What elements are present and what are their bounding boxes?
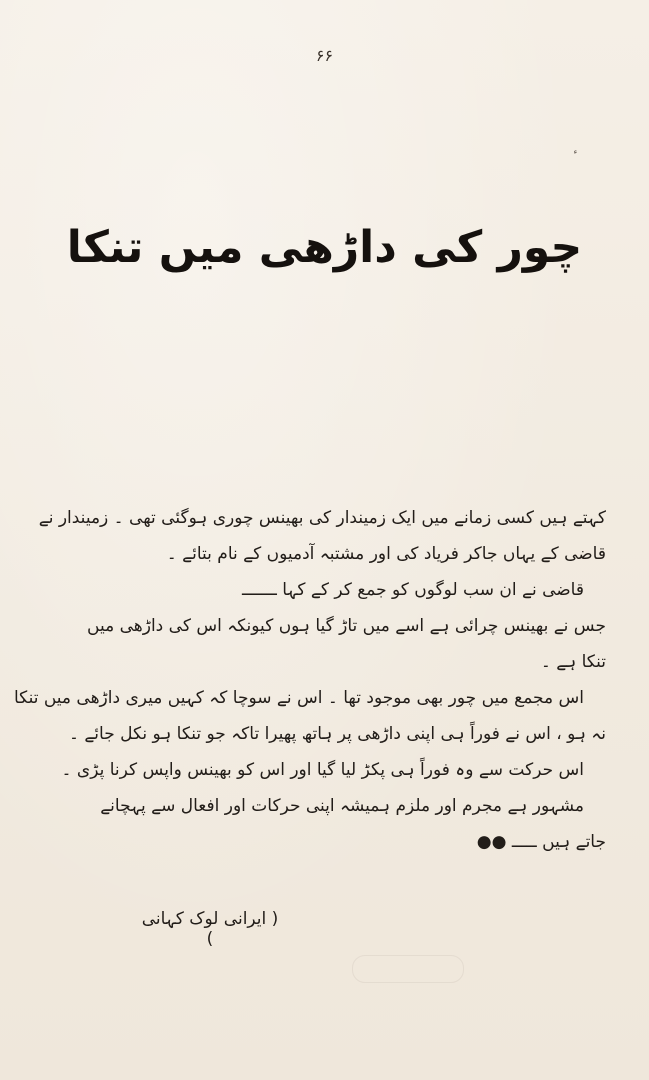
story-line-2: قاضی کے یہاں جاکر فریاد کی اور مشتبہ آدمیوں کے نام بتائے ۔ (166, 544, 606, 564)
story-line-6: اس مجمع میں چور بھی موجود تھا ۔ اس نے سوچا کہ کہیں میری داڑھی میں تنکا (14, 688, 584, 708)
story-body (14, 500, 606, 860)
story-line-7: نہ ہو ، اس نے فوراً ہی اپنی داڑھی پر ہاتھ پھیرا تاکہ جو تنکا ہو نکل جائے ۔ (68, 724, 606, 744)
story-line-9: مشہور ہے مجرم اور ملزم ہمیشہ اپنی حرکات اور افعال سے پہچانے (100, 796, 584, 816)
story-line-3: قاضی نے ان سب لوگوں کو جمع کر کے کہا ـــــــ (242, 580, 584, 600)
story-title: چور کی داڑھی میں تنکا (66, 222, 583, 273)
story-line-8: اس حرکت سے وہ فوراً ہی پکڑ لیا گیا اور اس کو بھینس واپس کرنا پڑی ۔ (61, 760, 584, 780)
story-line-10: جاتے ہیں ـــــ ●● (476, 832, 606, 852)
story-line-5: تنکا ہے ۔ (540, 652, 606, 672)
story-line-4: جس نے بھینس چرائی ہے اسے میں تاڑ گیا ہوں کیونکہ اس کی داڑھی میں (87, 616, 606, 636)
faded-stamp (352, 955, 464, 983)
page-number: ۶۶ (315, 46, 334, 65)
story-attribution: ( ایرانی لوک کہانی ) (141, 909, 279, 949)
story-line-1: کہتے ہیں کسی زمانے میں ایک زمیندار کی بھینس چوری ہوگئی تھی ۔ زمیندار نے (38, 508, 606, 528)
